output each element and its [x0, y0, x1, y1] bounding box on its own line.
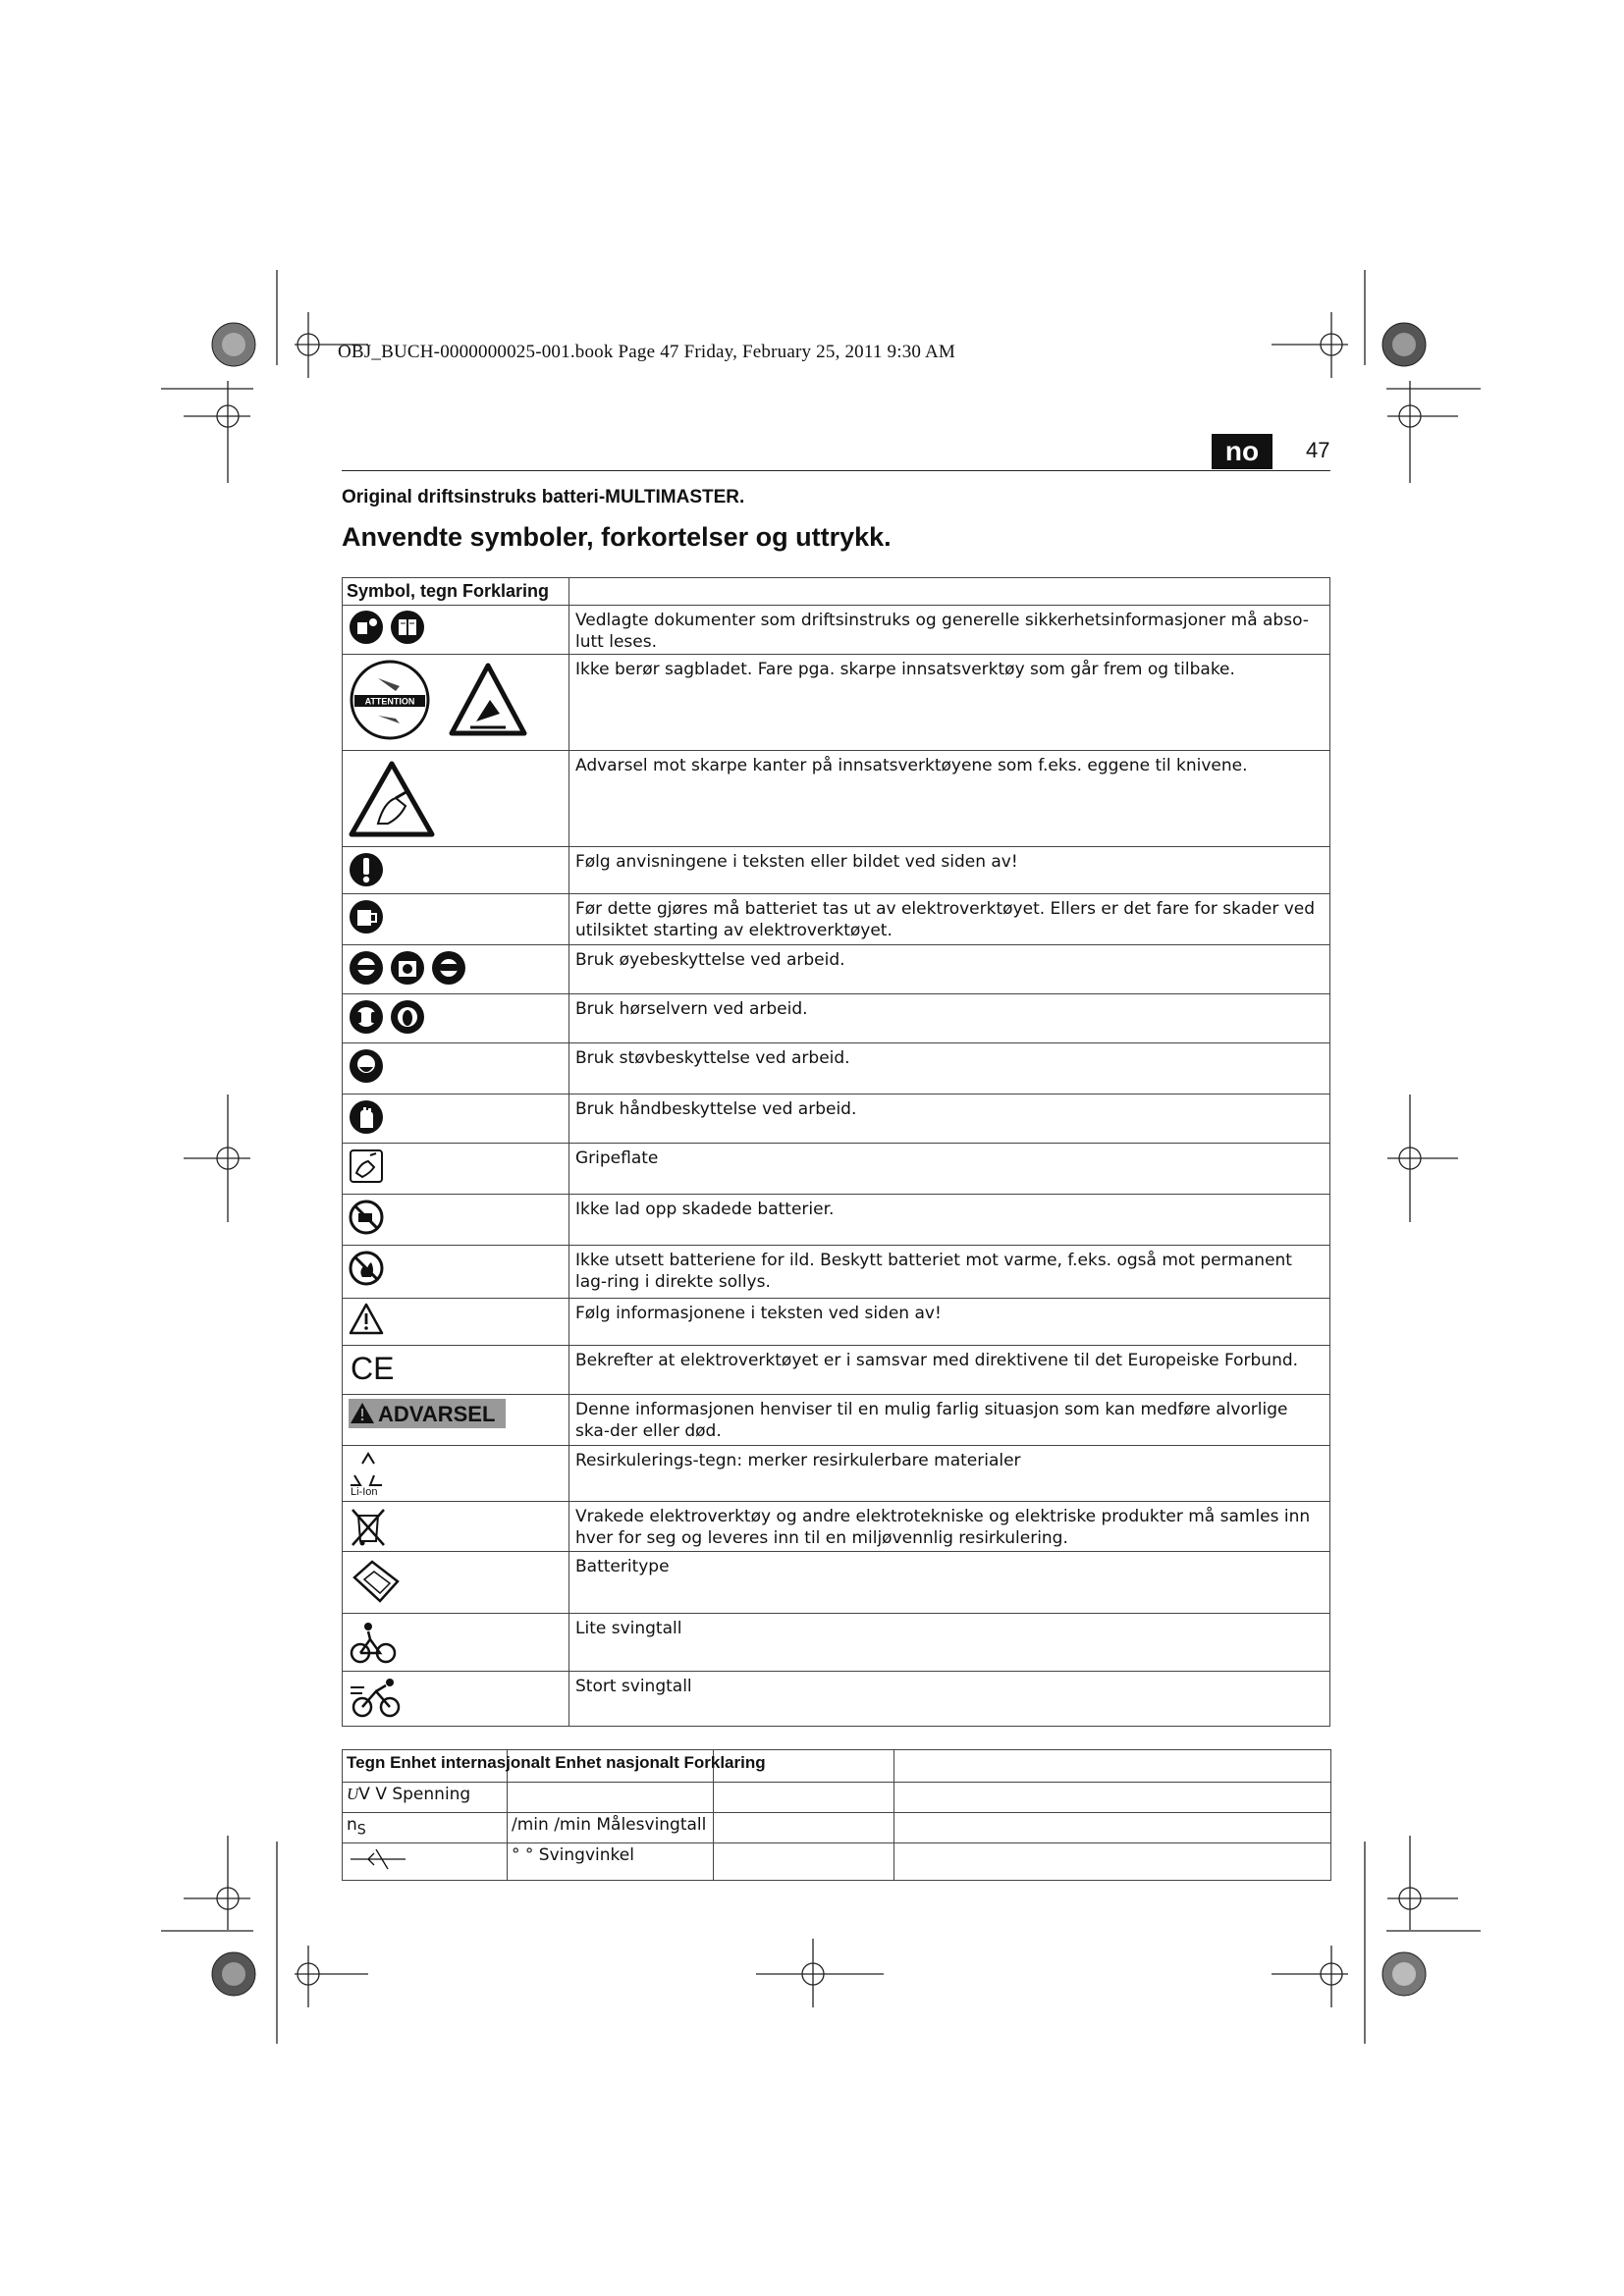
unit-sign: n — [347, 1815, 357, 1835]
attention-label: ATTENTION — [364, 696, 415, 707]
goggles-icon — [431, 949, 466, 987]
unit-desc: ° ° Svingvinkel — [508, 1843, 714, 1881]
row-text: Advarsel mot skarpe kanter på innsatsverktøyene som f.eks. eggene til knivene. — [569, 751, 1330, 847]
row-text: Bruk øyebeskyttelse ved arbeid. — [569, 945, 1330, 994]
sharp-edges-warning-icon — [349, 761, 435, 837]
table-row — [343, 1346, 1330, 1395]
book-icon — [390, 610, 425, 645]
table-row — [343, 1446, 1330, 1502]
table-row — [343, 894, 1330, 945]
row-text: Ikke utsett batteriene for ild. Beskytt batteriet mot varme, f.eks. også mot permanent lag-ring i direkte sollys. — [569, 1246, 1330, 1299]
row-text: Lite svingtall — [569, 1614, 1330, 1672]
header-divider — [342, 470, 1330, 471]
table-row — [343, 1813, 1331, 1843]
advarsel-label-icon — [349, 1399, 506, 1428]
row-text: Følg anvisningene i teksten eller bildet ved siden av! — [569, 847, 1330, 894]
exclamation-icon — [349, 851, 384, 888]
table-row — [343, 751, 1330, 847]
table-row — [343, 1395, 1330, 1446]
row-text: Denne informasjonen henviser til en mulig farlig situasjon som kan medføre alvorlige ska-der eller død. — [569, 1395, 1330, 1446]
row-text: Vrakede elektroverktøy og andre elektrotekniske og elektriske produkter må samles inn hver for seg og leveres inn til en miljøvennlig resirkulering. — [569, 1502, 1330, 1552]
face-shield-icon — [390, 949, 425, 987]
table-row — [343, 945, 1330, 994]
table-header-row — [343, 578, 1330, 606]
table-row — [343, 1783, 1331, 1813]
fast-cyclist-icon — [349, 1676, 404, 1719]
row-text: Gripeflate — [569, 1144, 1330, 1195]
slow-cyclist-icon — [349, 1618, 398, 1667]
row-text: Vedlagte dokumenter som driftsinstruks og generelle sikkerhetsinformasjoner må abso-lutt leses. — [569, 606, 1330, 655]
page-number: 47 — [1306, 438, 1330, 462]
dust-mask-icon — [349, 1047, 384, 1085]
table-row — [343, 1843, 1331, 1881]
table-header-row — [343, 1750, 1331, 1783]
battery-type-icon — [349, 1556, 404, 1609]
ear-muffs-icon — [390, 998, 425, 1036]
row-text: Følg informasjonene i teksten ved siden av! — [569, 1299, 1330, 1346]
grip-surface-icon — [349, 1148, 384, 1185]
li-ion-label: Li-Ion — [351, 1486, 378, 1497]
row-text: Ikke lad opp skadede batterier. — [569, 1195, 1330, 1246]
crossed-bin-icon — [349, 1506, 388, 1547]
unit-subscript: S — [356, 1822, 366, 1839]
row-text: Ikke berør sagbladet. Fare pga. skarpe innsatsverktøy som går frem og tilbake. — [569, 655, 1330, 751]
language-tag: no — [1212, 434, 1272, 469]
table-row — [343, 655, 1330, 751]
page-subtitle: Original driftsinstruks batteri-MULTIMASTER. — [342, 487, 745, 507]
eye-protection-icon — [349, 949, 384, 987]
table-row — [343, 1299, 1330, 1346]
attention-blade-icon — [349, 659, 431, 741]
sharp-tool-warning-icon — [449, 663, 527, 737]
remove-battery-icon — [349, 898, 384, 935]
warning-triangle-icon — [349, 1303, 384, 1336]
units-table — [342, 1749, 1331, 1881]
row-text: Før dette gjøres må batteriet tas ut av elektroverktøyet. Ellers er det fare for skader ved utilsiktet starting av elektroverktøyet. — [569, 894, 1330, 945]
recycling-li-ion-icon — [349, 1448, 392, 1497]
table-row — [343, 1502, 1330, 1552]
book-info-line: OBJ_BUCH-0000000025-001.book Page 47 Friday, February 25, 2011 9:30 AM — [338, 342, 956, 362]
table-row — [343, 1095, 1330, 1144]
row-text: Batteritype — [569, 1552, 1330, 1614]
table-row — [343, 606, 1330, 655]
unit-desc: /min /min Målesvingtall — [508, 1813, 714, 1843]
units-table-header: Tegn Enhet internasjonalt Enhet nasjonalt Forklaring — [343, 1750, 508, 1783]
row-text: Stort svingtall — [569, 1672, 1330, 1727]
row-text: Resirkulerings-tegn: merker resirkulerbare materialer — [569, 1446, 1330, 1502]
row-text: Bruk støvbeskyttelse ved arbeid. — [569, 1043, 1330, 1095]
ce-label: CE — [351, 1351, 394, 1385]
page-title: Anvendte symboler, forkortelser og uttrykk. — [342, 522, 892, 552]
symbols-table — [342, 577, 1330, 1727]
row-text: Bruk håndbeskyttelse ved arbeid. — [569, 1095, 1330, 1144]
ce-mark-icon — [349, 1350, 394, 1385]
table-row — [343, 1043, 1330, 1095]
swing-angle-icon — [347, 1845, 415, 1873]
row-text: Bekrefter at elektroverktøyet er i samsvar med direktivene til det Europeiske Forbund. — [569, 1346, 1330, 1395]
unit-sign: U — [347, 1785, 359, 1803]
unit-rest: V V Spenning — [358, 1785, 471, 1804]
read-manual-icon — [349, 610, 384, 645]
symbols-table-header: Symbol, tegn Forklaring — [343, 578, 569, 606]
table-row — [343, 1246, 1330, 1299]
no-fire-icon — [349, 1250, 384, 1287]
row-text: Bruk hørselvern ved arbeid. — [569, 994, 1330, 1043]
table-row — [343, 847, 1330, 894]
table-row — [343, 994, 1330, 1043]
table-row — [343, 1552, 1330, 1614]
table-row — [343, 1144, 1330, 1195]
table-row — [343, 1195, 1330, 1246]
table-row — [343, 1672, 1330, 1727]
advarsel-label: ADVARSEL — [378, 1402, 496, 1426]
no-charge-damaged-battery-icon — [349, 1199, 384, 1236]
table-row — [343, 1614, 1330, 1672]
gloves-icon — [349, 1098, 384, 1136]
ear-protection-icon — [349, 998, 384, 1036]
